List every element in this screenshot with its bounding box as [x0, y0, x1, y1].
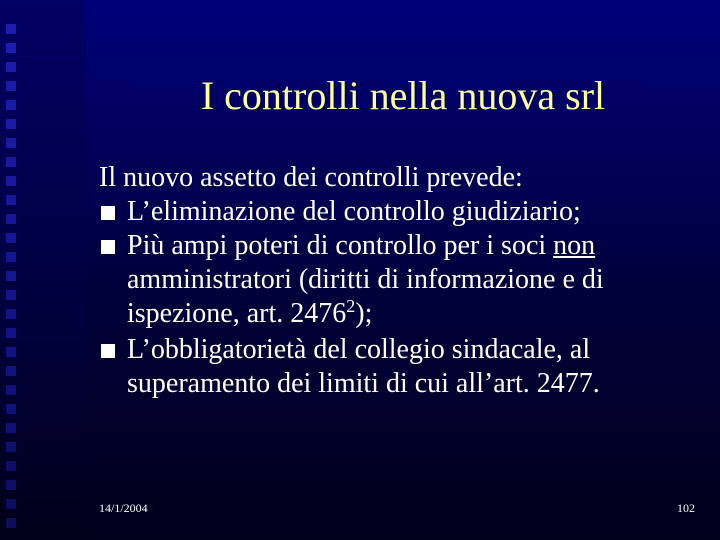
decorative-square [6, 138, 16, 148]
decorative-square [6, 81, 16, 91]
bullet-text-middle: amministratori (diritti di informazione e di ispezione, art. 2476 [127, 264, 604, 329]
underlined-word: non [553, 230, 596, 261]
bullet-text: L’eliminazione del controllo giudiziario; [127, 196, 581, 227]
decorative-square [6, 423, 16, 433]
decorative-square [6, 347, 16, 357]
bullet-item [99, 333, 709, 401]
decorative-square [6, 43, 16, 53]
square-bullet-icon [101, 344, 115, 358]
decorative-square [6, 157, 16, 167]
decorative-square [6, 366, 16, 376]
bullet-item [99, 229, 709, 333]
decorative-square [6, 442, 16, 452]
decorative-square [6, 290, 16, 300]
decorative-square [6, 195, 16, 205]
superscript: 2 [346, 296, 356, 316]
decorative-square [6, 328, 16, 338]
decorative-square [6, 271, 16, 281]
decorative-square [6, 518, 16, 528]
intro-line: Il nuovo assetto dei controlli prevede: [99, 162, 523, 193]
decorative-square [6, 404, 16, 414]
bullet-text: L’obbligatorietà del collegio sindacale, al superamento dei limiti di cui all’art. 2477. [127, 334, 600, 399]
bullet-list [99, 195, 709, 401]
footer-date: 14/1/2004 [99, 501, 148, 515]
slide-body [99, 161, 709, 401]
decorative-square [6, 385, 16, 395]
decorative-square [6, 480, 16, 490]
bullet-text-after: ); [355, 298, 373, 329]
page-number: 102 [677, 501, 695, 515]
bullet-item [99, 195, 709, 229]
decorative-square [6, 499, 16, 509]
square-bullet-icon [101, 206, 115, 220]
decorative-square [6, 461, 16, 471]
decorative-square [6, 176, 16, 186]
decorative-square [6, 119, 16, 129]
decorative-square [6, 214, 16, 224]
slide-title: I controlli nella nuova srl [200, 73, 606, 118]
decorative-square [6, 24, 16, 34]
decorative-square [6, 309, 16, 319]
decorative-square [6, 233, 16, 243]
square-bullet-icon [101, 240, 115, 254]
side-squares-decoration [0, 0, 22, 540]
bullet-text-before: Più ampi poteri di controllo per i soci [127, 230, 554, 261]
decorative-square [6, 252, 16, 262]
decorative-square [6, 100, 16, 110]
decorative-square [6, 62, 16, 72]
